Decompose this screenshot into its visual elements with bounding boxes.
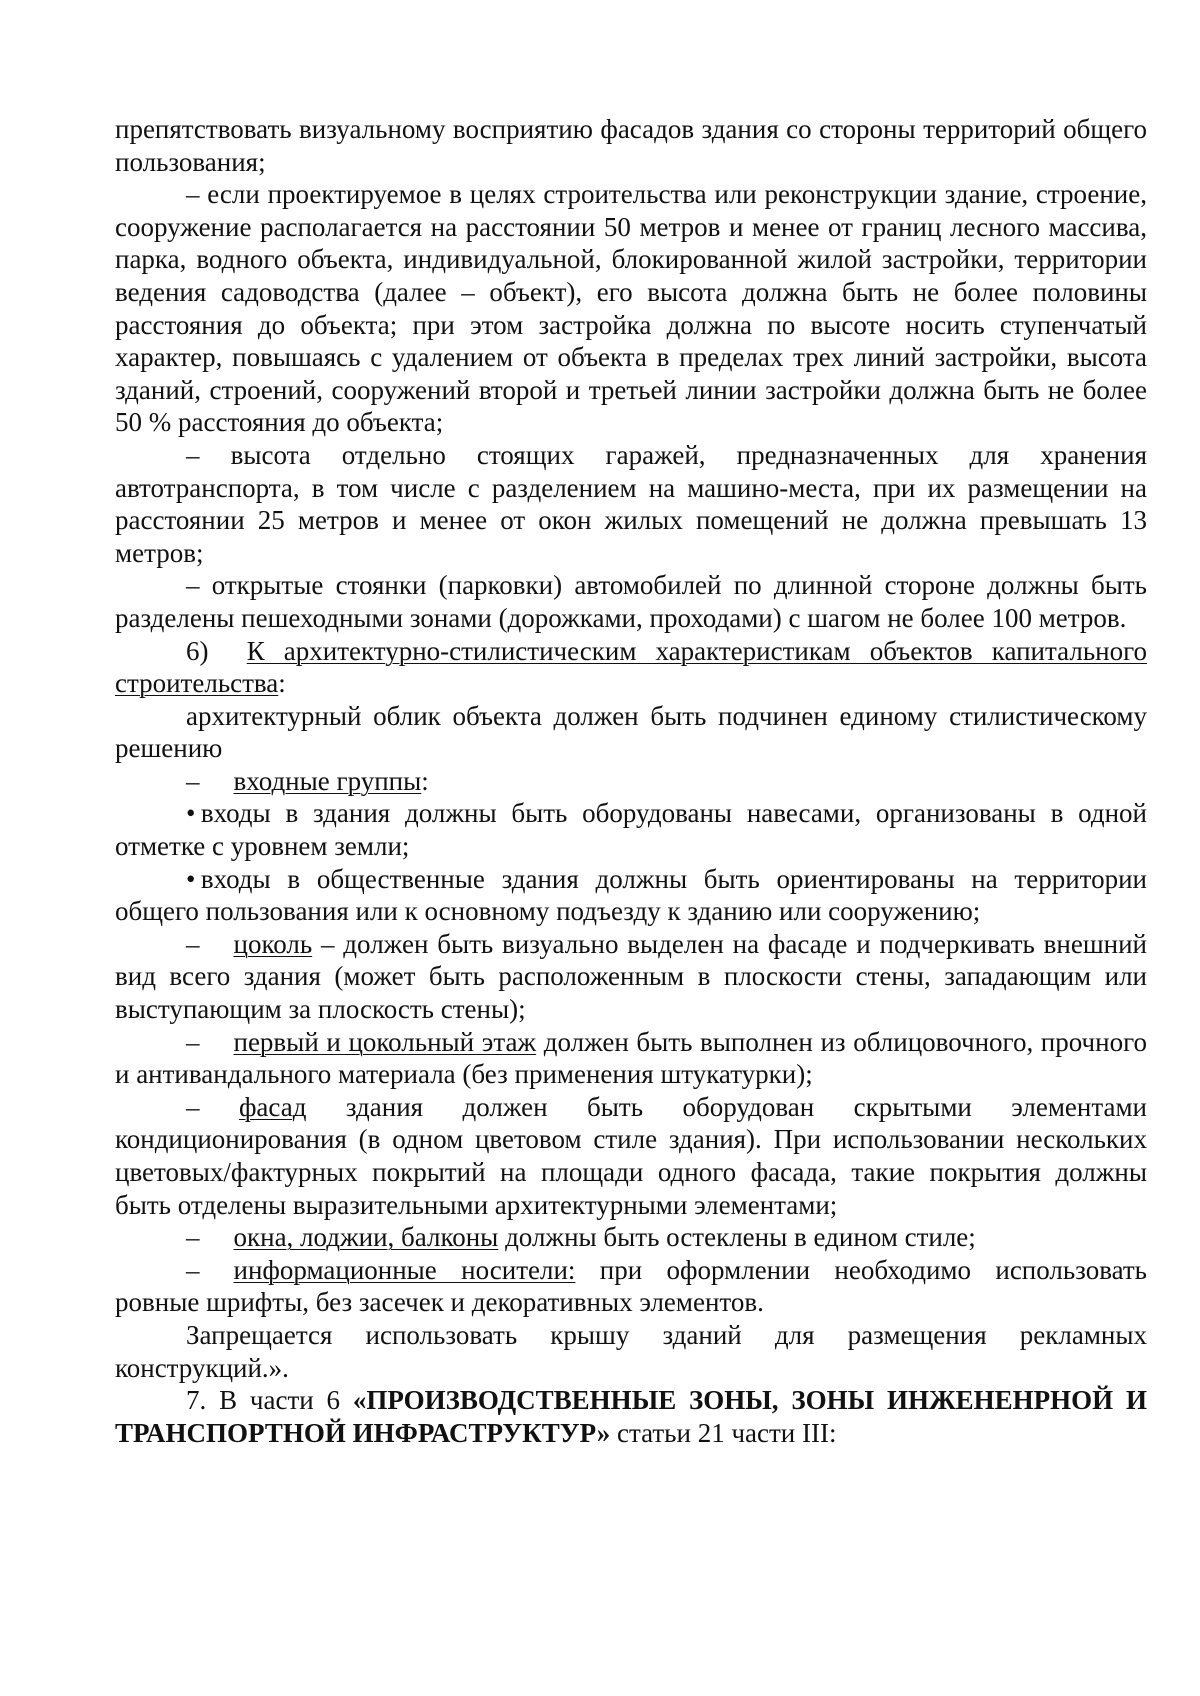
dash: –	[186, 1222, 200, 1253]
underlined-term: окна, лоджии, балконы	[233, 1222, 499, 1253]
underlined-heading: К архитектурно-стилистическим характеристикам объектов капитального строительства	[115, 635, 1147, 699]
underlined-term: первый и цокольный этаж	[233, 1026, 537, 1057]
paragraph: архитектурный облик объекта должен быть подчинен единому стилистическому решению	[115, 700, 1147, 764]
heading-prefix: В части 6	[206, 1385, 353, 1416]
bold-heading: «ПРОИЗВОДСТВЕННЫЕ ЗОНЫ, ЗОНЫ ИНЖЕНЕНРНОЙ И ТРАНСПОРТНОЙ ИНФРАСТРУКТУР»	[115, 1385, 1147, 1448]
heading-colon: :	[278, 668, 286, 699]
paragraph: препятствовать визуальному восприятию фасадов здания со стороны территорий общего пользования;	[115, 114, 1147, 177]
heading-suffix: статьи 21 части III:	[610, 1417, 837, 1448]
dash-item-windows	[115, 1221, 1147, 1254]
underlined-term: фасад	[238, 1091, 307, 1122]
item-text: – должен быть визуально выделен на фасаде и подчеркивать внешний вид всего здания (может быть расположенным в плоскости стены, западающим или выступающим за плоскость стены);	[115, 928, 1147, 1025]
underlined-term: цоколь	[233, 928, 313, 959]
bullet-item	[115, 863, 1147, 928]
paragraph: – высота отдельно стоящих гаражей, предназначенных для хранения автотранспорта, в том числе с разделением на машино-места, при их размещении на расстоянии 25 метров и менее от окон жилых помещений не должна превышать 13 метров;	[115, 439, 1147, 568]
dash-item-first-floor	[115, 1026, 1147, 1091]
paragraph: Запрещается использовать крышу зданий для размещения рекламных конструкций.».	[115, 1319, 1147, 1383]
dash: –	[186, 1091, 239, 1122]
dash: –	[186, 1026, 200, 1057]
item-text: здания должен быть оборудован скрытыми элементами кондиционирования (в одном цветовом стиле здания). При использовании нескольких цветовых/фактурных покрытий на площади одного фасада, такие покрытия должны быть отделены выразительными архитектурными элементами;	[115, 1091, 1148, 1220]
item-text: при оформлении необходимо использовать ровные шрифты, без засечек и декоративных элементов.	[115, 1254, 1147, 1318]
dash-item-facade	[115, 1091, 1147, 1221]
subsection-entry-groups	[115, 765, 1147, 798]
dash-item-signage	[115, 1254, 1147, 1319]
item-text: должны быть остеклены в едином стиле;	[498, 1222, 976, 1253]
item-number: 7.	[186, 1385, 207, 1416]
section-heading-6	[115, 635, 1147, 700]
dash-item-plinth	[115, 928, 1147, 1026]
underlined-term: информационные носители:	[233, 1254, 576, 1285]
colon: :	[421, 765, 429, 796]
underlined-term: входные группы	[233, 765, 422, 796]
item-number: 6)	[186, 635, 209, 666]
item-text: должен быть выполнен из облицовочного, прочного и антивандального материала (без применения штукатурки);	[115, 1026, 1147, 1090]
bullet-icon: •	[186, 798, 196, 829]
document-page	[115, 113, 1147, 1449]
paragraph: – если проектируемое в целях строительства или реконструкции здание, строение, сооружение располагается на расстоянии 50 метров и менее от границ лесного массива, парка, водного объекта, индивидуальной, блокированной жилой застройки, территории ведения садоводства (далее – объект), его высота должна быть не более половины расстояния до объекта; при этом застройка должна по высоте носить ступенчатый характер, повышаясь с удалением от объекта в пределах трех линий застройки, высота зданий, строений, сооружений второй и третьей линии застройки должна быть не более 50 % расстояния до объекта;	[115, 179, 1147, 438]
dash: –	[186, 765, 200, 796]
paragraph: – открытые стоянки (парковки) автомобилей по длинной стороне должны быть разделены пешеходными зонами (дорожками, проходами) с шагом не более 100 метров.	[115, 570, 1147, 633]
dash: –	[186, 1254, 200, 1285]
bullet-text: входы в общественные здания должны быть ориентированы на территории общего пользования или к основному подъезду к зданию или сооружению;	[115, 863, 1147, 927]
dash: –	[186, 928, 200, 959]
bullet-item	[115, 797, 1147, 862]
section-heading-7	[115, 1384, 1147, 1449]
bullet-text: входы в здания должны быть оборудованы навесами, организованы в одной отметке с уровнем земли;	[115, 798, 1147, 862]
bullet-icon: •	[186, 863, 196, 894]
